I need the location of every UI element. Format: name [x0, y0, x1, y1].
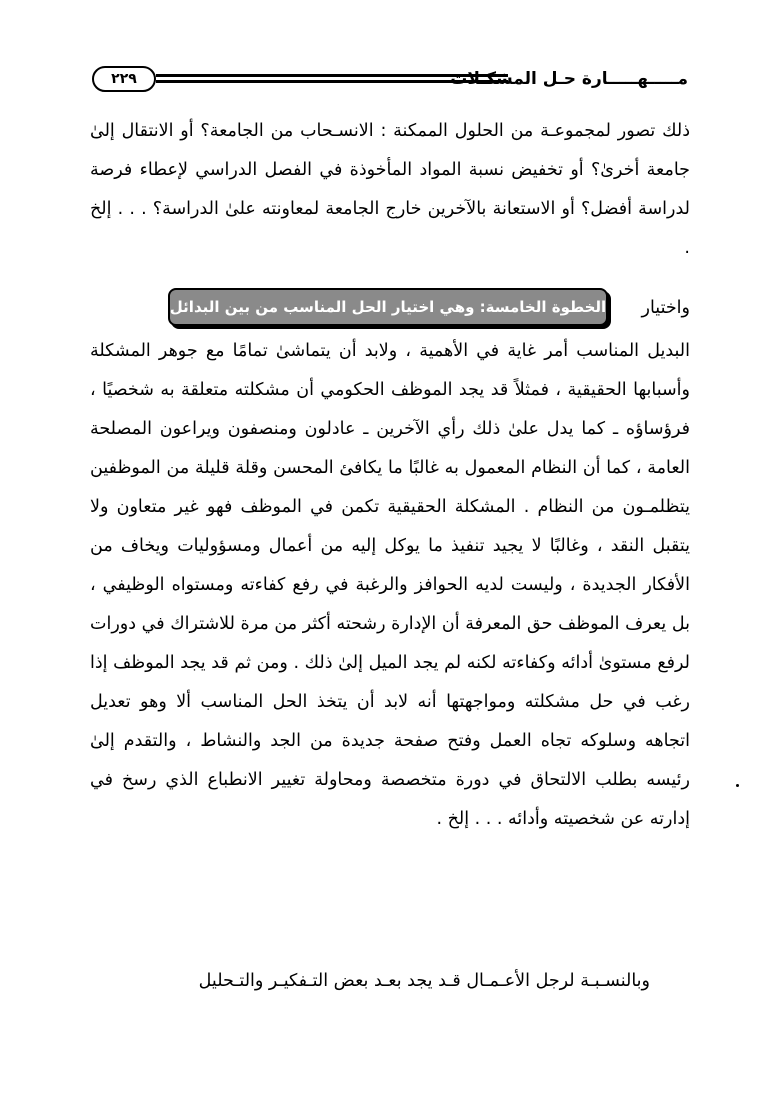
paragraph: وبالنسـبـة لرجل الأعـمـال قـد يجد بعـد بعض التـفكيـر والتـحليل — [198, 971, 650, 991]
lead-word: واختيار — [641, 298, 690, 318]
paragraph: ذلك تصور لمجموعـة من الحلول الممكنة : الانسـحاب من الجامعة؟ أو الانتقال إلىٰ جامعة أخرىٰ؟ أو تخفيض نسبة المواد المأخوذة في الفصل الدراسي لإعطاء فرصة لدراسة أفضل؟ أو الاستعانة بالآخرين خارج الجامعة لمعاونته علىٰ الدراسة؟ . . . إلخ . — [90, 121, 690, 258]
paragraph: البديل المناسب أمر غاية في الأهمية ، ولابد أن يتماشىٰ تمامًا مع جوهر المشكلة وأسبابها الحقيقية ، فمثلاً قد يجد الموظف الحكومي أن مشكلته متعلقة به شخصيًا ، فرؤساؤه ـ كما يدل علىٰ ذلك رأي الآخرين ـ عادلون ومنصفون ويراعون المصلحة العامة ، كما أن النظام المعمول به غالبًا ما يكافئ المحسن وقلة قليلة من الموظفين يتظلمـون من النظام . المشكلة الحقيقية تكمن في الموظف فهو غير متعاون ولا يتقبل النقد ، وغالبًا لا يجيد تنفيذ ما يوكل إليه من أعمال ومسؤوليات ويخاف من الأفكار الجديدة ، وليست لديه الحوافز والرغبة في رفع كفاءته ومستواه الوظيفي ، بل يعرف الموظف حق المعرفة أن الإدارة رشحته أكثر من مرة للاشتراك في دورات لرفع مستوىٰ أدائه وكفاءته لكنه لم يجد الميل إلىٰ ذلك . ومن ثم قد يجد الموظف إذا رغب في حل مشكلته ومواجهتها أنه لابد أن يتخذ الحل المناسب ألا وهو تعديل اتجاهه وسلوكه تجاه العمل وفتح صفحة جديدة من الجد والنشاط ، والتقدم إلىٰ رئيسه بطلب الالتحاق في دورة متخصصة ومحاولة تغيير الانطباع الذي رسخ في إدارته عن شخصيته وأدائه . . . إلخ . — [90, 341, 690, 829]
page-number: ٢٢٩ — [92, 66, 156, 92]
chapter-title: مـــــهـــــارة حـل المشكـلات — [450, 69, 688, 89]
step-heading-box: الخطوة الخامسة: وهي اختيار الحل المناسب من بين البدائل — [168, 288, 608, 326]
page-header — [92, 66, 688, 94]
step-heading-row — [90, 288, 690, 328]
margin-mark — [736, 784, 739, 787]
